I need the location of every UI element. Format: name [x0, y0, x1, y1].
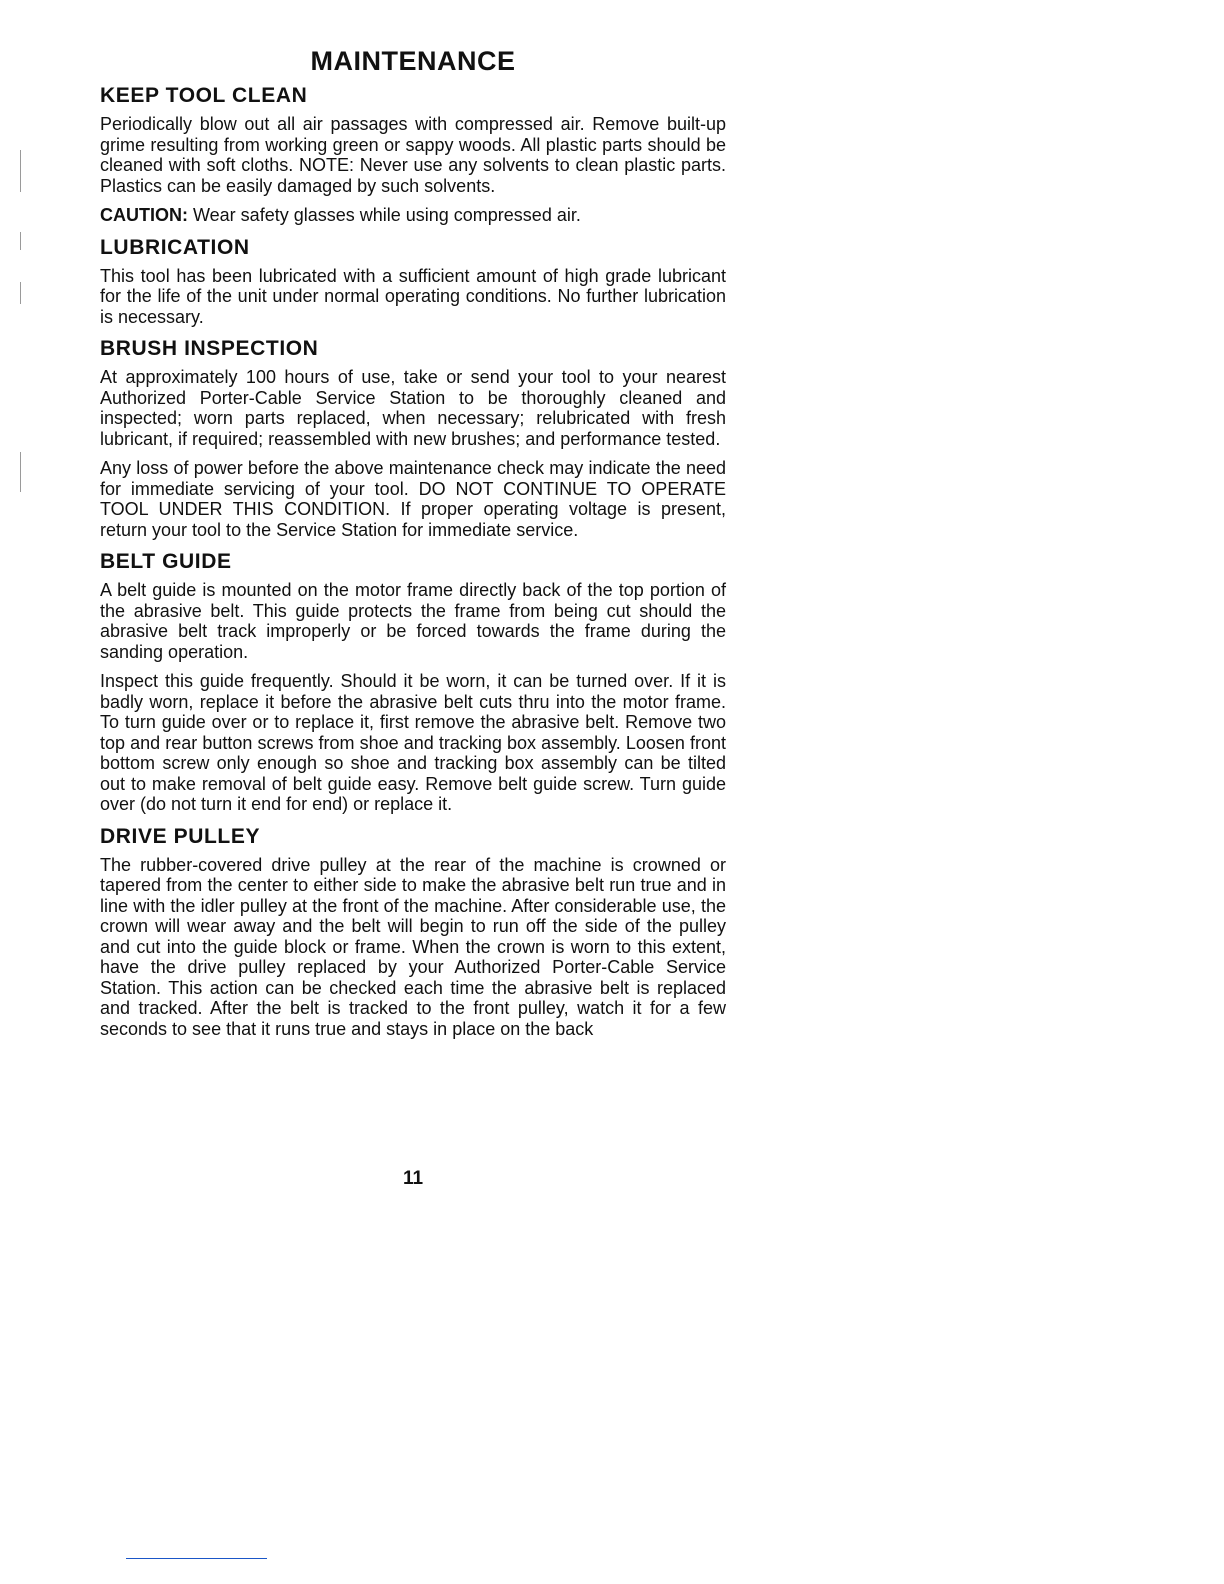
paragraph: At approximately 100 hours of use, take or send your tool to your nearest Authorized Porter-Cable Service Station to be thoroughly cleaned and inspected; worn parts replaced, when necessary; relubricated with fresh lubricant, if required; reassembled with new brushes; and performance tested. [100, 367, 726, 449]
scan-margin-mark [20, 232, 21, 250]
section-brush-inspection [100, 337, 726, 540]
caution-note [100, 205, 726, 226]
section-heading: BELT GUIDE [100, 550, 232, 573]
section-keep-tool-clean [100, 84, 726, 226]
section-belt-guide [100, 550, 726, 815]
paragraph: Periodically blow out all air passages with compressed air. Remove built-up grime resulting from working green or sappy woods. All plastic parts should be cleaned with soft cloths. NOTE: Never use any solvents to clean plastic parts. Plastics can be easily damaged by such solvents. [100, 114, 726, 196]
caution-label: CAUTION: [100, 205, 188, 225]
paragraph: The rubber-covered drive pulley at the rear of the machine is crowned or tapered from the center to either side to make the abrasive belt run true and in line with the idler pulley at the front of the machine. After considerable use, the crown will wear away and the belt will begin to run off the side of the pulley and cut into the guide block or frame. When the crown is worn to this extent, have the drive pulley replaced by your Authorized Porter-Cable Service Station. This action can be checked each time the abrasive belt is replaced and tracked. After the belt is tracked to the front pulley, watch it for a few seconds to see that it runs true and stays in place on the back [100, 854, 726, 1039]
paragraph: Inspect this guide frequently. Should it be worn, it can be turned over. If it is badly worn, replace it before the abrasive belt cuts thru into the motor frame. To turn guide over or to replace it, first remove the abrasive belt. Remove two top and rear button screws from shoe and tracking box assembly. Loosen front bottom screw only enough so shoe and tracking box assembly can be tilted out to make removal of belt guide easy. Remove belt guide screw. Turn guide over (do not turn it end for end) or replace it. [100, 671, 726, 814]
section-heading: KEEP TOOL CLEAN [100, 84, 308, 107]
section-drive-pulley [100, 825, 726, 1040]
section-heading: DRIVE PULLEY [100, 824, 261, 848]
page-title: MAINTENANCE [310, 46, 516, 76]
manual-content [100, 84, 726, 1049]
caution-text: Wear safety glasses while using compressed air. [188, 205, 581, 225]
scan-margin-mark [20, 150, 21, 192]
section-heading: LUBRICATION [100, 235, 250, 259]
paragraph: Any loss of power before the above maintenance check may indicate the need for immediate servicing of your tool. DO NOT CONTINUE TO OPERATE TOOL UNDER THIS CONDITION. If proper operating voltage is present, return your tool to the Service Station for immediate service. [100, 458, 726, 540]
paragraph: A belt guide is mounted on the motor frame directly back of the top portion of the abrasive belt. This guide protects the frame from being cut should the abrasive belt track improperly or be forced towards the frame during the sanding operation. [100, 580, 726, 662]
page-number: 11 [402, 1168, 424, 1189]
section-heading: BRUSH INSPECTION [100, 337, 319, 360]
footer-rule [126, 1558, 267, 1559]
scan-margin-mark [20, 452, 21, 492]
paragraph: This tool has been lubricated with a sufficient amount of high grade lubricant for the life of the unit under normal operating conditions. No further lubrication is necessary. [100, 265, 726, 327]
scan-margin-mark [20, 282, 21, 304]
section-lubrication [100, 236, 726, 328]
